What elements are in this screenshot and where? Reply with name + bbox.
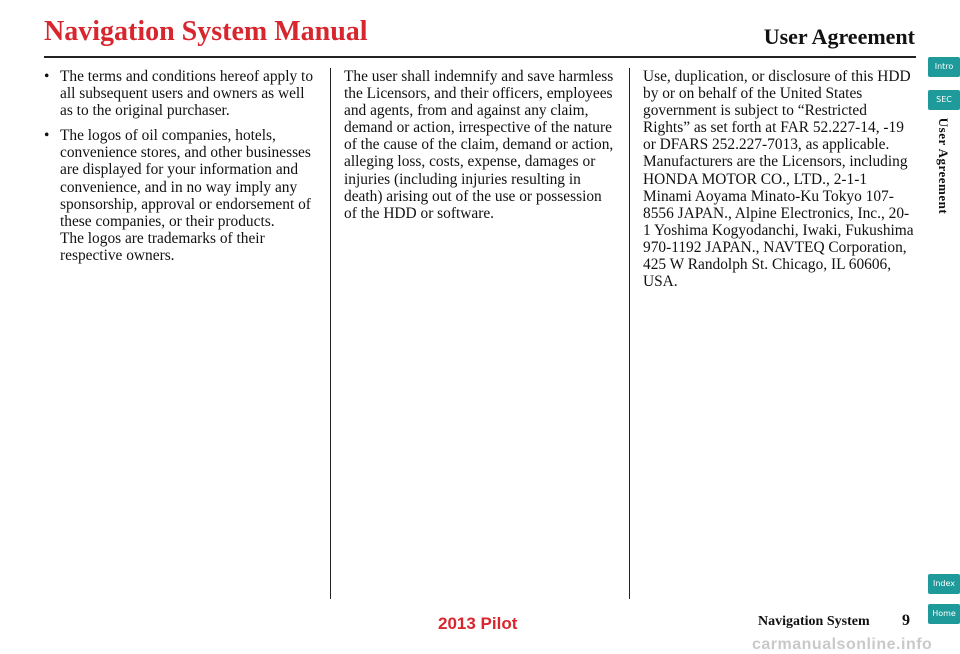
paragraph: Use, duplication, or disclosure of this HDD by or on behalf of the United States government is subject to “Restricted Rights” as set forth at FAR 52.227-14, -19 or DFARS 252.227-7013, as applicable. Manufacturers are the Licensors, including HONDA MOTOR CO., LTD., 2-1-1 Minami Aoyama Minato-Ku Tokyo 107-8556 JAPAN., Alpine Electronics, Inc., 20-1 Yoshima Kogyodanchi, Iwaki, Fukushima 970-1192 JAPAN., NAVTEQ Corporation, 425 W Randolph St. Chicago, IL 60606, USA. xyxy=(643,68,914,291)
header-rule xyxy=(44,56,916,58)
bullet-item xyxy=(44,127,314,264)
home-button[interactable]: Home xyxy=(928,604,960,624)
index-button[interactable]: Index xyxy=(928,574,960,594)
page-number: 9 xyxy=(902,612,910,629)
column-2 xyxy=(344,68,614,222)
model-watermark: 2013 Pilot xyxy=(438,614,518,633)
sec-button[interactable]: SEC xyxy=(928,90,960,110)
bullet-icon: • xyxy=(44,68,50,85)
bullet-item xyxy=(44,68,314,119)
section-title: User Agreement xyxy=(763,24,915,49)
intro-button[interactable]: Intro xyxy=(928,57,960,77)
bullet-text-main: The logos of oil companies, hotels, convenience stores, and other businesses are displayed for your information and convenience, and in no way imply any sponsorship, approval or endorsement of these companies, or their products. xyxy=(60,127,311,230)
column-3 xyxy=(643,68,915,290)
site-watermark: carmanualsonline.info xyxy=(752,636,933,653)
column-1 xyxy=(44,68,314,272)
bullet-text: The terms and conditions hereof apply to all subsequent users and owners as well as to the original purchaser. xyxy=(60,68,314,120)
bullet-text-continuation: The logos are trademarks of their respective owners. xyxy=(60,229,265,264)
column-divider xyxy=(629,68,630,599)
footer-nav-label: Navigation System xyxy=(758,614,870,629)
column-divider xyxy=(330,68,331,599)
page-title: Navigation System Manual xyxy=(44,16,368,47)
section-side-label: User Agreement xyxy=(936,117,951,215)
paragraph: The user shall indemnify and save harmless the Licensors, and their officers, employees and agents, from and against any claim, demand or action, irrespective of the nature of the cause of the claim, demand or action, alleging loss, costs, expense, damages or injuries (including injuries resulting in death) arising out of the use or possession of the HDD or software. xyxy=(344,68,614,222)
bullet-text xyxy=(60,127,314,264)
bullet-icon: • xyxy=(44,127,50,145)
